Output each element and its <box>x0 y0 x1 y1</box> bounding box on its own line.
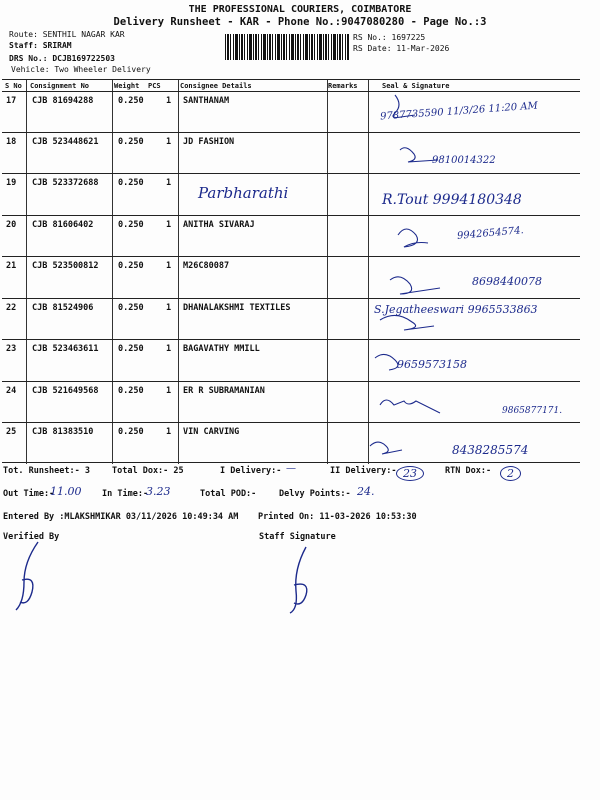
handwritten-signature: 9942654574. <box>456 225 525 242</box>
col-consignee: Consignee Details <box>180 82 252 90</box>
row-sno: 25 <box>6 427 17 437</box>
handwritten-signature: R.Tout 9994180348 <box>382 192 522 208</box>
i-delivery-label: I Delivery:- <box>220 466 282 476</box>
row-weight: 0.250 <box>118 178 144 188</box>
rtn-dox-value: 2 <box>500 466 521 481</box>
verified-by-label: Verified By <box>3 532 60 542</box>
total-dox: Total Dox:- 25 <box>112 466 184 476</box>
row-weight: 0.250 <box>118 386 144 396</box>
row-pcs: 1 <box>166 220 172 230</box>
in-time-label: In Time:- <box>102 489 149 499</box>
row-weight: 0.250 <box>118 427 144 437</box>
row-sno: 17 <box>6 96 17 106</box>
col-remarks: Remarks <box>328 82 358 90</box>
vehicle-label: Vehicle: Two Wheeler Delivery <box>11 65 151 74</box>
row-sno: 22 <box>6 303 17 313</box>
row-consignment: CJB 81383510 <box>32 427 94 437</box>
row-consignment: CJB 81694288 <box>32 96 94 106</box>
row-weight: 0.250 <box>118 261 144 271</box>
handwritten-signature: 9787735590 11/3/26 11:20 AM <box>379 100 539 123</box>
row-weight: 0.250 <box>118 96 144 106</box>
row-consignee: ANITHA SIVARAJ <box>183 220 255 230</box>
staff-label: Staff: SRIRAM <box>9 41 72 50</box>
row-pcs: 1 <box>166 427 172 437</box>
company-name: THE PROFESSIONAL COURIERS, COIMBATORE <box>188 4 412 15</box>
handwritten-signature: 8698440078 <box>472 275 542 288</box>
row-pcs: 1 <box>166 137 172 147</box>
row-sno: 18 <box>6 137 17 147</box>
out-time-label: Out Time:- <box>3 489 55 499</box>
row-pcs: 1 <box>166 303 172 313</box>
signature-scribbles <box>360 90 580 460</box>
row-consignee: BAGAVATHY MMILL <box>183 344 260 354</box>
delvy-points-label: Delvy Points:- <box>279 489 351 499</box>
row-pcs: 1 <box>166 386 172 396</box>
row-consignee: VIN CARVING <box>183 427 240 437</box>
col-sno: S No <box>5 82 22 90</box>
row-consignment: CJB 523372688 <box>32 178 99 188</box>
row-consignee: SANTHANAM <box>183 96 230 106</box>
row-consignment: CJB 523448621 <box>32 137 99 147</box>
row-weight: 0.250 <box>118 303 144 313</box>
entered-by: Entered By :MLAKSHMIKAR 03/11/2026 10:49:34 AM <box>3 512 239 522</box>
col-weight: Weight <box>114 82 140 90</box>
row-consignment: CJB 521649568 <box>32 386 99 396</box>
staff-signature <box>282 545 322 615</box>
rtn-dox-label: RTN Dox:- <box>445 466 492 476</box>
row-weight: 0.250 <box>118 344 144 354</box>
rs-number: RS No.: 1697225 <box>353 33 426 42</box>
row-consignment: CJB 523463611 <box>32 344 99 354</box>
drs-number: DRS No.: DCJB169722503 <box>9 54 115 63</box>
row-consignment: CJB 81606402 <box>32 220 94 230</box>
verifier-signature <box>8 540 48 615</box>
barcode <box>225 34 349 60</box>
handwritten-signature: 9810014322 <box>432 155 496 166</box>
row-consignee: JD FASHION <box>183 137 235 147</box>
staff-signature-label: Staff Signature <box>259 532 336 542</box>
row-pcs: 1 <box>166 178 172 188</box>
ii-delivery-value: 23 <box>396 466 424 481</box>
i-delivery-value: — <box>286 463 296 474</box>
handwritten-consignee: Parbharathi <box>198 184 289 202</box>
row-weight: 0.250 <box>118 137 144 147</box>
runsheet-title: Delivery Runsheet - KAR - Phone No.:9047080280 - Page No.:3 <box>113 16 487 28</box>
in-time-value: 3.23 <box>146 485 171 498</box>
printed-on: Printed On: 11-03-2026 10:53:30 <box>258 512 417 522</box>
tot-runsheet: Tot. Runsheet:- 3 <box>3 466 90 476</box>
col-consignment: Consignment No <box>30 82 90 90</box>
rs-date: RS Date: 11-Mar-2026 <box>353 44 450 53</box>
row-weight: 0.250 <box>118 220 144 230</box>
col-seal: Seal & Signature <box>382 82 450 90</box>
ii-delivery-label: II Delivery:- <box>330 466 397 476</box>
row-consignment: CJB 523500812 <box>32 261 99 271</box>
row-consignee: DHANALAKSHMI TEXTILES <box>183 303 291 313</box>
row-consignee: M26C80087 <box>183 261 230 271</box>
handwritten-signature: 9659573158 <box>397 358 467 371</box>
row-pcs: 1 <box>166 261 172 271</box>
row-pcs: 1 <box>166 96 172 106</box>
col-pcs: PCS <box>148 82 161 90</box>
out-time-value: 11.00 <box>50 485 82 498</box>
handwritten-signature: S.Jegatheeswari 9965533863 <box>374 303 538 316</box>
row-sno: 19 <box>6 178 17 188</box>
total-pod-label: Total POD:- <box>200 489 257 499</box>
route-label: Route: SENTHIL NAGAR KAR <box>9 30 125 39</box>
row-sno: 20 <box>6 220 17 230</box>
row-consignee: ER R SUBRAMANIAN <box>183 386 265 396</box>
delvy-points-value: 24. <box>357 485 375 498</box>
row-consignment: CJB 81524906 <box>32 303 94 313</box>
row-sno: 21 <box>6 261 17 271</box>
handwritten-signature: 8438285574 <box>452 443 529 457</box>
row-pcs: 1 <box>166 344 172 354</box>
handwritten-signature: 9865877171. <box>502 406 563 416</box>
row-sno: 24 <box>6 386 17 396</box>
row-sno: 23 <box>6 344 17 354</box>
